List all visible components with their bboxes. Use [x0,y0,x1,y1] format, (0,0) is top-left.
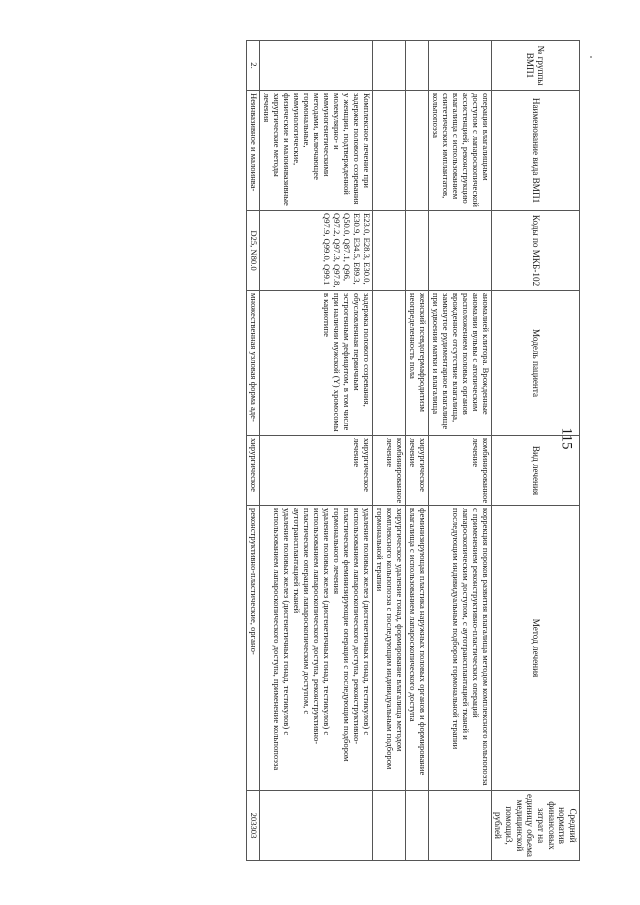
cell-cost [260,791,373,861]
cell-treat-type: хирургическое лечение [260,436,373,506]
table-row [247,41,260,861]
cell-cost [372,791,405,861]
cell-group [372,41,405,91]
header-treat-type: Вид лечения [491,436,579,506]
cell-codes [372,211,405,291]
cell-group [260,41,373,91]
header-name: Наименование вида ВМП1 [491,91,579,211]
cell-model: женский псевдогермафродитизм неопределенность пола [405,291,428,436]
cell-cost [405,791,428,861]
cell-model: аномалией клитора. Врожденные аномалии вульвы с атопическим расположением половых органов врожденное отсутствие влагалища, замкнутое рудиментарное влагалище при удвоении матки и влагалища [428,291,491,436]
cell-treat-type: хирургическое [247,436,260,506]
header-cost: Средний норматив финансовых затрат на единицу объема медицинской помощи3, рублей [491,791,579,861]
cell-name: операции влагалищным доступом с лапароскопической ассистенцией, реконструкцию влагалища с использованием синтетических имплантатов, кольпопоэза [428,91,491,211]
cell-group [428,41,491,91]
cell-codes: E23.0, E28.3, E30.0, E30.9, E34.5, E89.3, Q50.0, Q87.1, Q96, Q97.2, Q97.3, Q97.8, Q97.9, Q99.0, Q99.1 [260,211,373,291]
cell-name: Неинвазивное и малоинва- [247,91,260,211]
cell-group [405,41,428,91]
cell-method: хирургическое удаление гонад, формирование влагалища методом комплексного кольпопоэза с последующим индивидуальным подбором гормональной терапии [372,506,405,791]
cell-cost [428,791,491,861]
table-row [372,41,405,861]
cell-method: коррекция пороков развития влагалища методом комплексного кольпопоэза с применением реконструктивно-пластических операций лапароскопическим доступом, с аутотрансплантацией тканей и последующим индивидуальным подбором гормональной терапии [428,506,491,791]
cell-method: феминизирующая пластика наружных половых органов и формирование влагалища с использованием лапароскопического доступа [405,506,428,791]
cell-treat-type: хирургическое лечение [405,436,428,506]
header-codes: Коды по МКБ-102 [491,211,579,291]
cell-codes [405,211,428,291]
table-row [260,41,373,861]
header-row [491,41,579,861]
cell-name [405,91,428,211]
vmp-table [246,40,580,861]
table-row [405,41,428,861]
cell-method: реконструктивно-пластические, органо- [247,506,260,791]
cell-name: Комплексное лечение при задержке полового созревания у женщин, подтвержденной молекулярно- и иммуногенетическими методами, включающее гормональные, иммунологические, физические и малоинвазивные хирургические методы лечения [260,91,373,211]
page-number: 115 [558,427,575,450]
cell-model [372,291,405,436]
cell-treat-type: комбинированное лечение [372,436,405,506]
cell-codes [428,211,491,291]
rotated-table-container [20,40,580,860]
header-group: № группы ВМП1 [491,41,579,91]
cell-group: 2. [247,41,260,91]
cell-cost: 203303 [247,791,260,861]
cell-codes: D25, N80.0 [247,211,260,291]
cell-model: задержка полового созревания, обусловленная первичным эстрогенным дефицитом, в том числе при наличии мужской (Y) хромосомы в кариотипе [260,291,373,436]
header-model: Модель пациента [491,291,579,436]
header-method: Метод лечения [491,506,579,791]
cell-name [372,91,405,211]
cell-treat-type: комбинированное лечение [428,436,491,506]
table-row [428,41,491,861]
cell-method: удаление половых желез (дисгенетичных гонад, тестикулов) с использованием лапароскопического доступа, реконструктивно-пластические феминизирующие операции с последующим подбором гормонального лечения удаление половых желез (дисгенетичных гонад, тестикулов) с использованием лапароскопического доступа, реконструктивно-пластические операции лапароскопическим доступом, с аутотрансплантацией тканей удаление половых желез (дисгенетичных гонад, тестикулов) с использованием лапароскопического доступа, применение кольпопоэза [260,506,373,791]
scan-artifact [590,56,592,58]
cell-model: множественная узловая форма аде- [247,291,260,436]
